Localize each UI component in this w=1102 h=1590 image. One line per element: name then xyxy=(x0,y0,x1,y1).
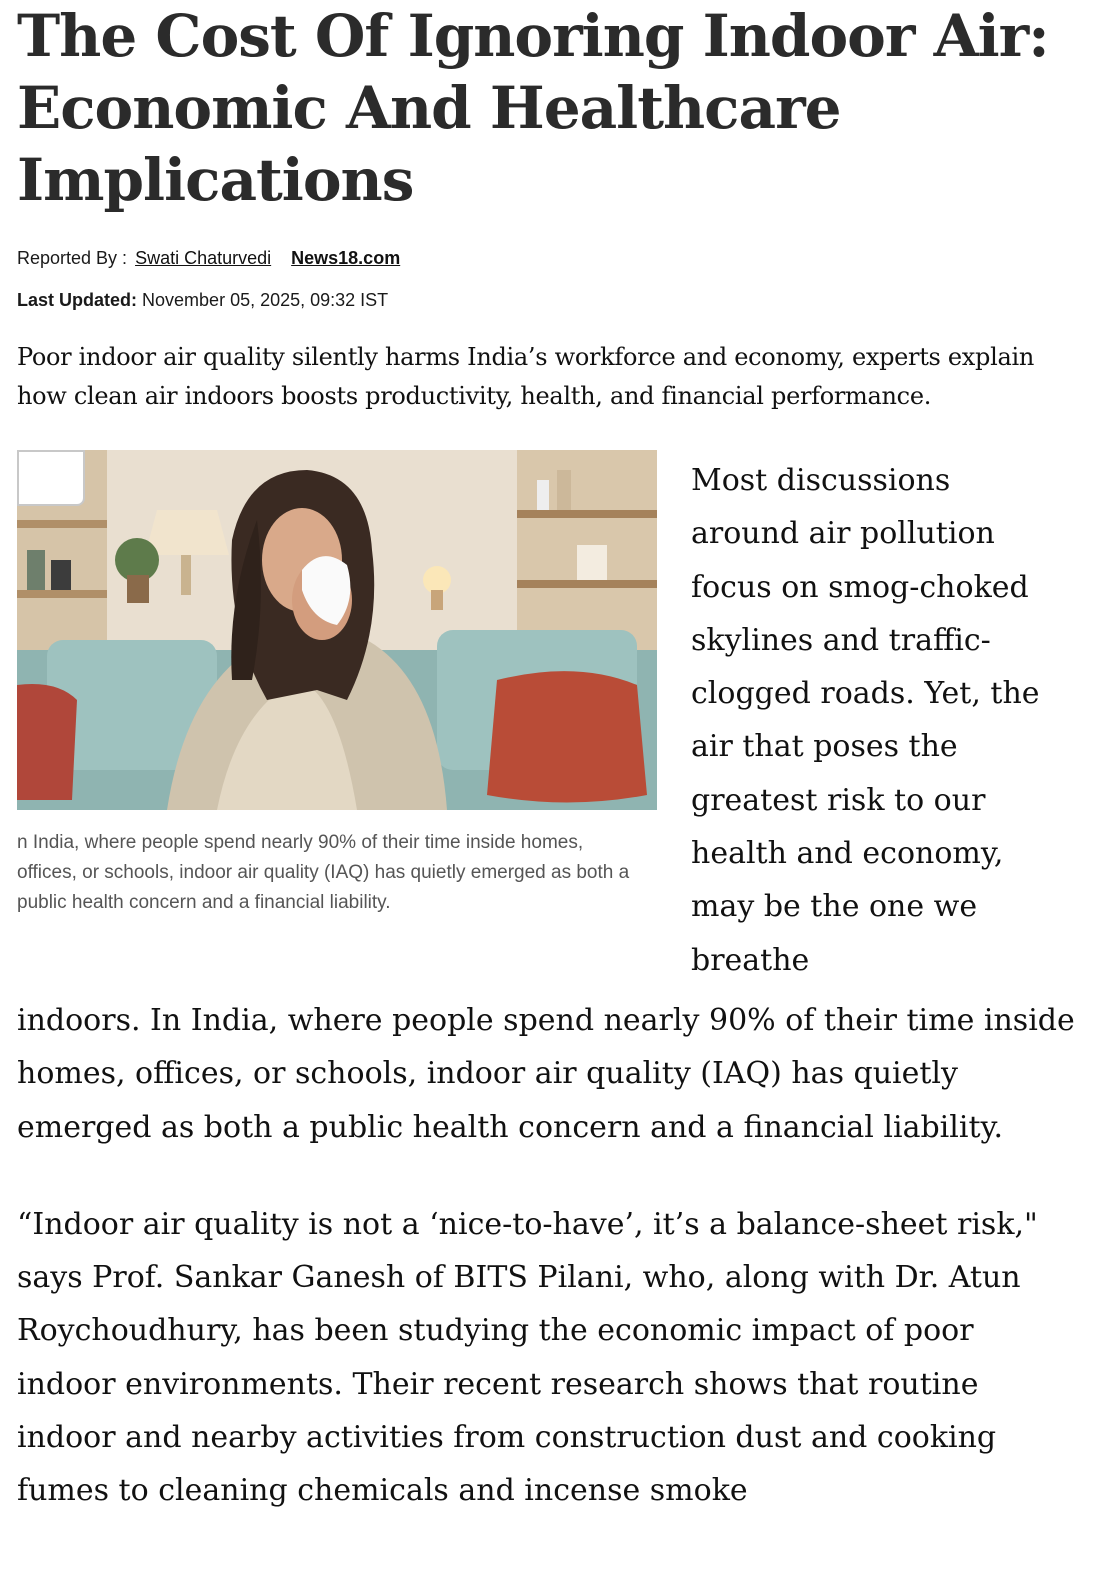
reported-by-label: Reported By : xyxy=(17,248,128,268)
source-link[interactable]: News18.com xyxy=(291,248,401,268)
image-caption: n India, where people spend nearly 90% of their time inside homes, offices, or schools, indoor air quality (IAQ) has quietly emerged as both a public health concern and a financial liability. xyxy=(17,832,630,913)
byline xyxy=(17,244,1085,272)
figure-row xyxy=(17,440,1085,1000)
paragraph-2: “Indoor air quality is not a ‘nice-to-have’, it’s a balance-sheet risk," says Prof. Sankar Ganesh of BITS Pilani, who, along with Dr. Atun Roychoudhury, has been studying the economic impact of poor indoor environments. Their recent research shows that routine indoor and nearby activities from construction dust and cooking fumes to cleaning chemicals and incense smoke xyxy=(17,1206,1038,1509)
paragraph-1-continued: indoors. In India, where people spend nearly 90% of their time inside homes, offices, or schools, indoor air quality (IAQ) has quietly emerged as both a public health concern and a financial liability. xyxy=(17,1003,1075,1145)
author-link[interactable]: Swati Chaturvedi xyxy=(135,248,272,268)
paragraph-1-side: Most discussions around air pollution focus on smog-choked skylines and traffic-clogged roads. Yet, the air that poses the greatest risk to our health and economy, may be the one we breathe xyxy=(691,463,1040,978)
article-figure xyxy=(17,450,657,918)
last-updated xyxy=(17,286,1085,314)
article xyxy=(17,0,1085,1518)
woman-sneezing-illustration xyxy=(17,450,657,810)
last-updated-label: Last Updated: xyxy=(17,290,138,310)
last-updated-value: November 05, 2025, 09:32 IST xyxy=(142,290,389,310)
article-summary: Poor indoor air quality silently harms India’s workforce and economy, experts explain how clean air indoors boosts productivity, health, and financial performance. xyxy=(17,343,1035,410)
image-placeholder-icon xyxy=(17,450,85,506)
article-photo xyxy=(17,450,657,810)
article-title: The Cost Of Ignoring Indoor Air: Economic And Healthcare Implications xyxy=(17,2,1049,214)
